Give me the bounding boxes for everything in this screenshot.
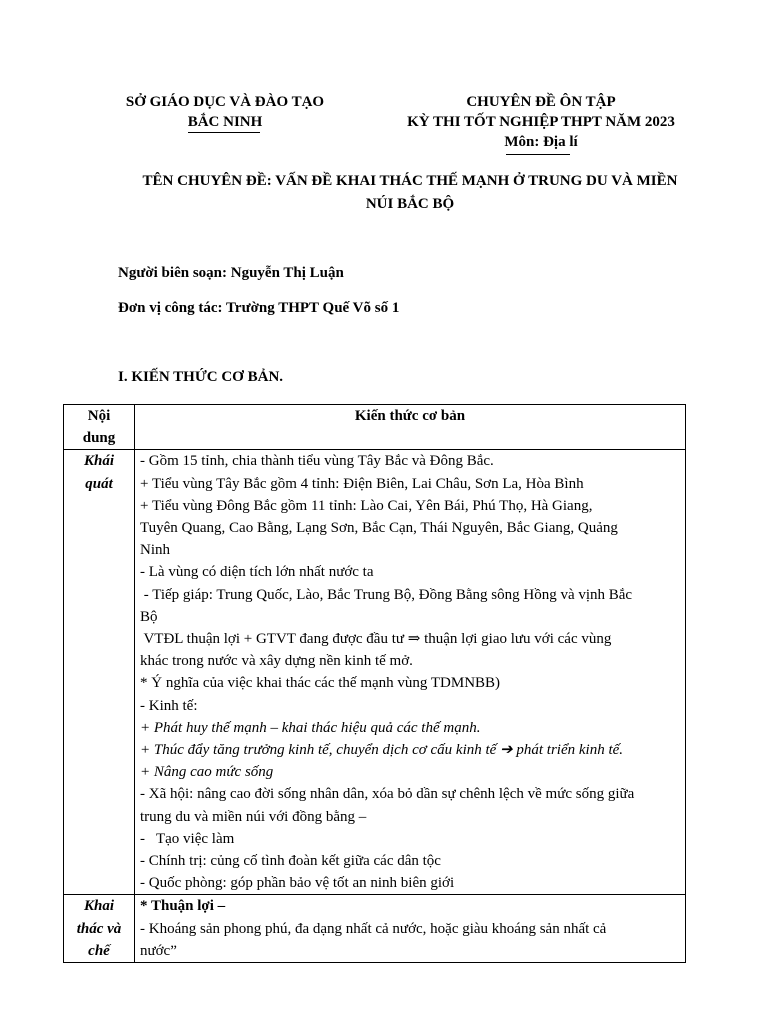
row1-label-line2: quát bbox=[85, 475, 113, 492]
row2-label-line1: Khai bbox=[83, 898, 114, 915]
content-line: VTĐL thuận lợi + GTVT đang được đầu tư ⇒ thuận lợi giao lưu với các vùng bbox=[140, 631, 612, 648]
content-line: Bộ bbox=[140, 608, 158, 625]
topic-title-line1: TÊN CHUYÊN ĐỀ: VẤN ĐỀ KHAI THÁC THẾ MẠNH Ở TRUNG DU VÀ MIỀN bbox=[142, 173, 678, 189]
topic-title-line2: NÚI BẮC BỘ bbox=[365, 196, 455, 212]
content-line: Ninh bbox=[140, 542, 170, 559]
header-right-underline bbox=[506, 154, 570, 155]
content-line: + Tiểu vùng Đông Bắc gồm 11 tỉnh: Lào Cai, Yên Bái, Phú Thọ, Hà Giang, bbox=[140, 497, 593, 514]
content-line: - Gồm 15 tỉnh, chia thành tiểu vùng Tây Bắc và Đông Bắc. bbox=[140, 453, 494, 470]
content-line: - Tiếp giáp: Trung Quốc, Lào, Bắc Trung Bộ, Đồng Bằng sông Hồng và vịnh Bắc bbox=[140, 586, 633, 603]
row-label-exploitation bbox=[64, 895, 135, 963]
header-left-underline bbox=[188, 132, 260, 133]
section-title: I. KIẾN THỨC CƠ BẢN. bbox=[118, 369, 284, 385]
table-header-row bbox=[64, 405, 686, 450]
header-right bbox=[380, 92, 702, 152]
content-line: * Thuận lợi – bbox=[140, 898, 226, 915]
content-line: + Phát huy thế mạnh – khai thác hiệu quả các thế mạnh. bbox=[140, 719, 481, 736]
topic-title bbox=[110, 170, 710, 216]
header-content-column bbox=[64, 405, 135, 450]
row-content-overview bbox=[135, 450, 686, 895]
subject: Môn: Địa lí bbox=[504, 134, 578, 150]
content-line: - Xã hội: nâng cao đời sống nhân dân, xóa bỏ dần sự chênh lệch về mức sống giữa bbox=[140, 786, 635, 803]
row2-label-line2: thác và bbox=[76, 920, 122, 937]
header-knowledge-column: Kiến thức cơ bản bbox=[135, 405, 686, 450]
content-line: + Nâng cao mức sống bbox=[140, 764, 274, 781]
department-name: SỞ GIÁO DỤC VÀ ĐÀO TẠO bbox=[125, 94, 325, 110]
workplace-line: Đơn vị công tác: Trường THPT Quế Võ số 1 bbox=[118, 300, 400, 316]
content-line: - Quốc phòng: góp phần bảo vệ tốt an ninh biên giới bbox=[140, 875, 455, 892]
content-line: * Ý nghĩa của việc khai thác các thế mạnh vùng TDMNBB) bbox=[140, 675, 501, 692]
content-line: + Thúc đẩy tăng trưởng kinh tế, chuyển dịch cơ cấu kinh tế ➔ phát triển kinh tế. bbox=[140, 742, 624, 759]
header-left bbox=[100, 92, 350, 132]
content-line: + Tiểu vùng Tây Bắc gồm 4 tỉnh: Điện Biên, Lai Châu, Sơn La, Hòa Bình bbox=[140, 475, 584, 492]
header-col1-line2: dung bbox=[82, 430, 116, 447]
row-label-overview bbox=[64, 450, 135, 895]
row2-label-line3: chế bbox=[88, 942, 110, 959]
row1-label-line1: Khái bbox=[83, 453, 114, 470]
exam-name: KỲ THI TỐT NGHIỆP THPT NĂM 2023 bbox=[407, 114, 675, 130]
content-line: - Khoáng sản phong phú, đa dạng nhất cả nước, hoặc giàu khoáng sản nhất cả bbox=[140, 920, 607, 937]
header-col1-line1: Nội bbox=[87, 408, 111, 424]
content-line: trung du và miền núi với đồng bằng – bbox=[140, 808, 367, 825]
province-name: BẮC NINH bbox=[187, 114, 263, 130]
content-line: khác trong nước và xây dựng nền kinh tế mở. bbox=[140, 653, 413, 670]
table-row bbox=[64, 895, 686, 963]
content-line: - Kinh tế: bbox=[140, 697, 198, 714]
content-line: Tuyên Quang, Cao Bằng, Lạng Sơn, Bắc Cạn, Thái Nguyên, Bắc Giang, Quảng bbox=[140, 520, 618, 537]
row-content-exploitation bbox=[135, 895, 686, 963]
table-row bbox=[64, 450, 686, 895]
author-line: Người biên soạn: Nguyễn Thị Luận bbox=[118, 265, 344, 281]
content-line: - Là vùng có diện tích lớn nhất nước ta bbox=[140, 564, 374, 581]
knowledge-table bbox=[63, 404, 686, 963]
content-line: nước” bbox=[140, 942, 177, 959]
document-type: CHUYÊN ĐỀ ÔN TẬP bbox=[466, 94, 616, 110]
content-line: - Chính trị: củng cố tình đoàn kết giữa các dân tộc bbox=[140, 853, 441, 870]
content-line: - Tạo việc làm bbox=[140, 830, 235, 847]
